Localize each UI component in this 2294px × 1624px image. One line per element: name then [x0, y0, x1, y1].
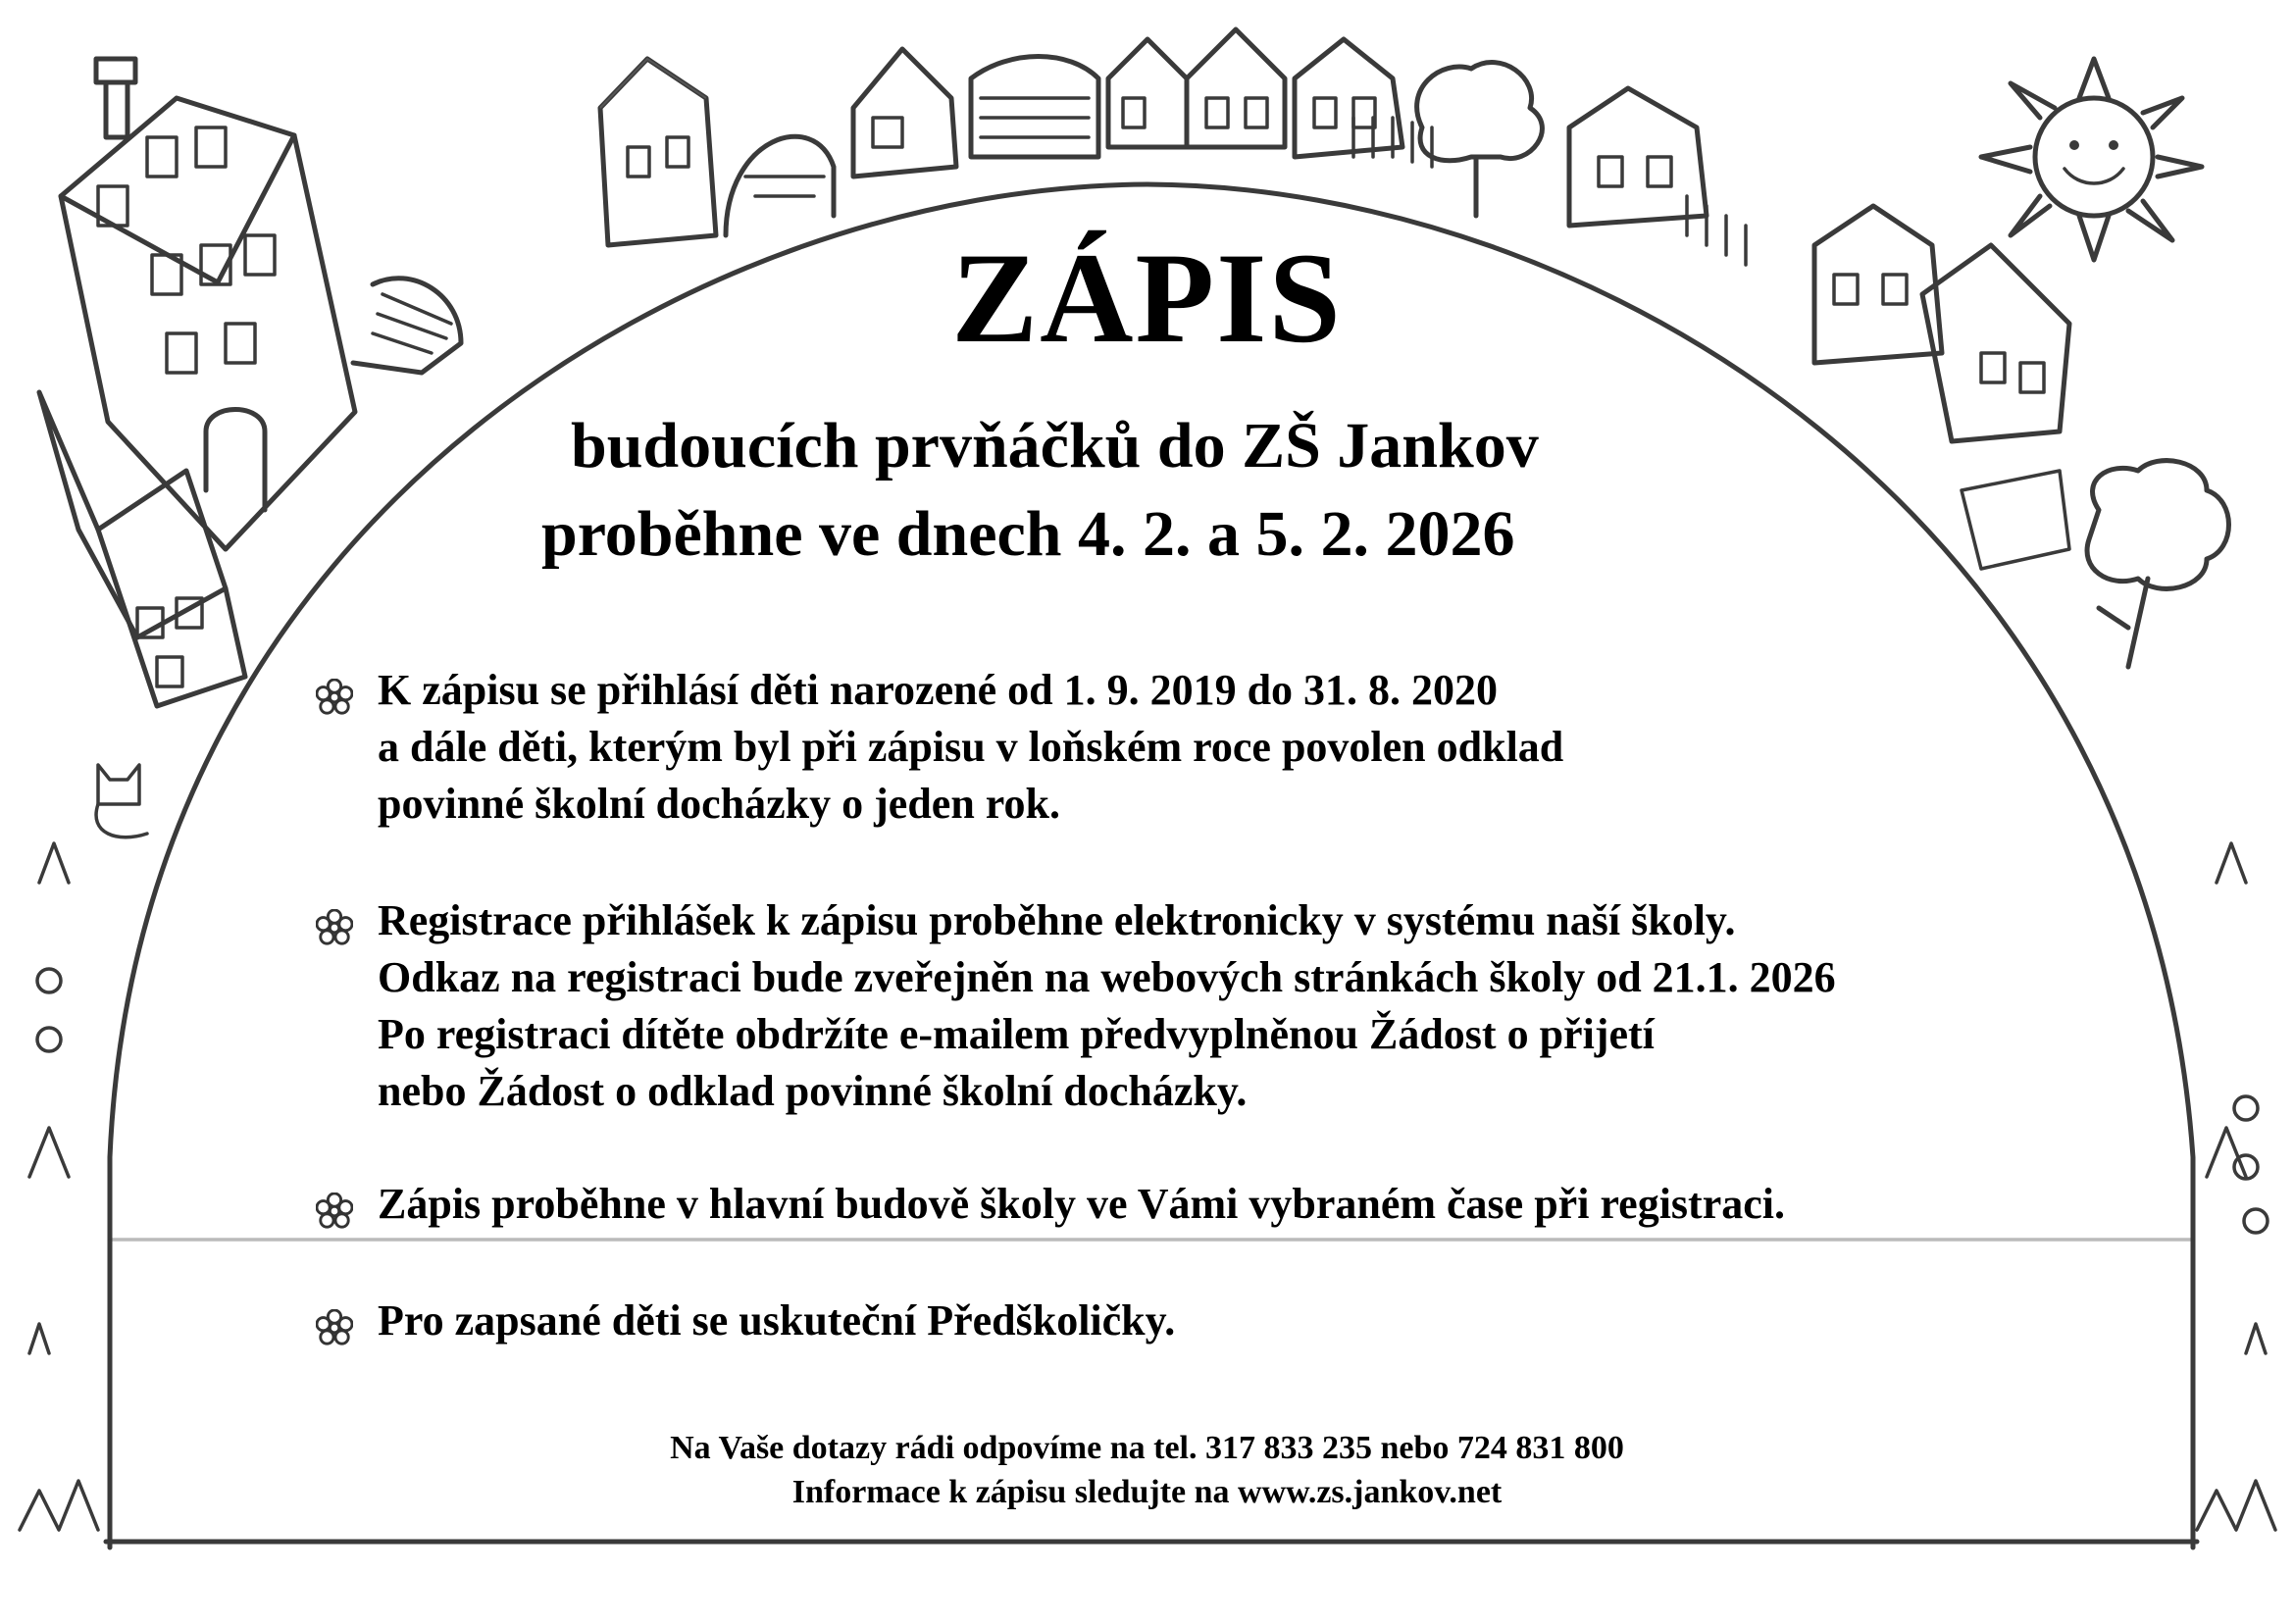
flower-icon: [316, 1309, 353, 1346]
bullet-text-line: Zápis proběhne v hlavní budově školy ve Vámi vybraném čase při registraci.: [378, 1180, 1785, 1228]
flower-icon: [316, 679, 353, 716]
sun-icon: [1981, 59, 2202, 260]
tree-icon: [1417, 63, 1543, 216]
tree-icon: [2087, 461, 2228, 667]
subtitle-line-2: proběhne ve dnech 4. 2. a 5. 2. 2026: [541, 498, 1515, 570]
bullet-text-line: Pro zapsané děti se uskuteční Předškoličky.: [378, 1296, 1176, 1345]
bullet-text-line: K zápisu se přihlásí děti narozené od 1. 9. 2019 do 31. 8. 2020: [378, 666, 1499, 714]
footer-website: Informace k zápisu sledujte na www.zs.jankov.net: [791, 1474, 1503, 1510]
cat-icon: [96, 765, 147, 837]
bullet-text-line: Odkaz na registraci bude zveřejněn na webových stránkách školy od 21.1. 2026: [378, 953, 1836, 1001]
flower-icon: [316, 1193, 353, 1230]
footer-contact: Na Vaše dotazy rádi odpovíme na tel. 317 833 235 nebo 724 831 800: [670, 1430, 1624, 1466]
page-title: ZÁPIS: [951, 226, 1343, 370]
bullet-text-line: nebo Žádost o odklad povinné školní docházky.: [378, 1067, 1248, 1115]
bullet-text-line: a dále děti, kterým byl při zápisu v loňském roce povolen odklad: [378, 723, 1564, 771]
flower-icon: [316, 909, 353, 946]
house-icon: [39, 392, 245, 706]
bullet-text-line: povinné školní docházky o jeden rok.: [378, 780, 1061, 828]
bullet-text-line: Po registraci dítěte obdržíte e-mailem předvyplněnou Žádost o přijetí: [378, 1010, 1655, 1058]
bullet-text-line: Registrace přihlášek k zápisu proběhne elektronicky v systému naší školy.: [378, 896, 1736, 944]
subtitle-line-1: budoucích prvňáčků do ZŠ Jankov: [571, 410, 1539, 482]
